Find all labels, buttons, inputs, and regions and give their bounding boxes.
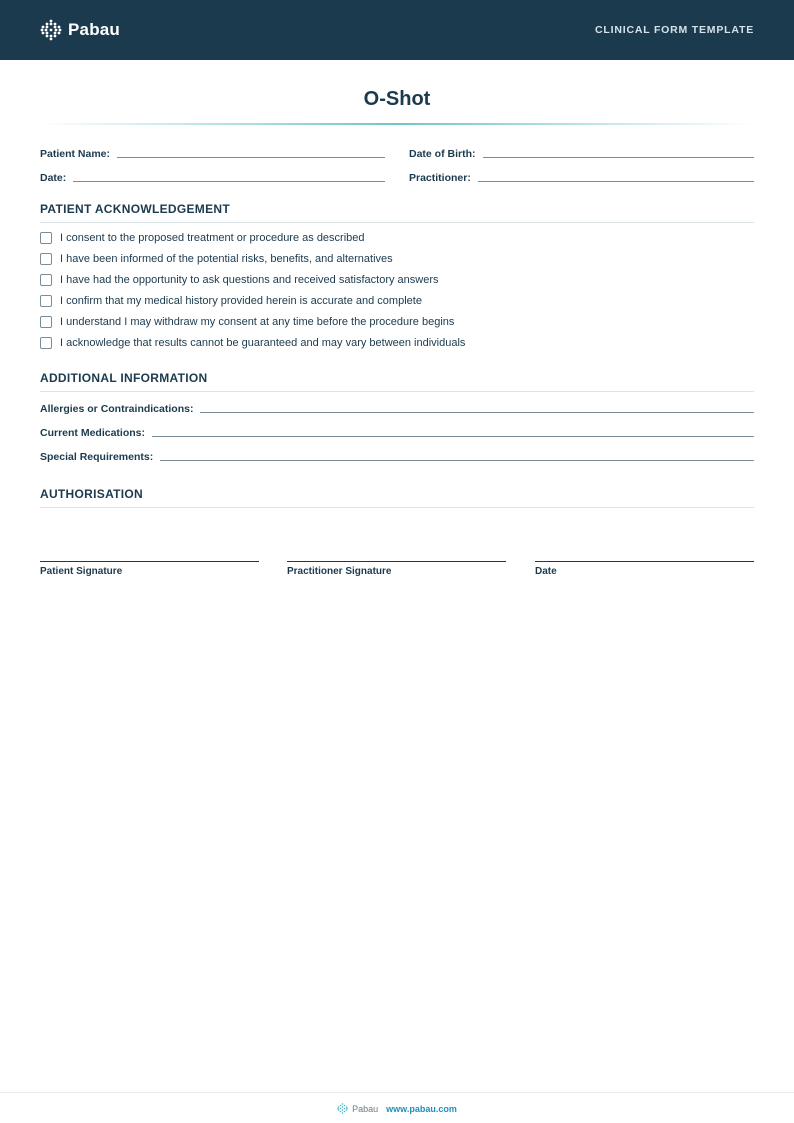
- acknowledgement-item[interactable]: [40, 336, 465, 350]
- acknowledgement-text: I confirm that my medical history provided herein is accurate and complete: [60, 295, 422, 307]
- allergies-input-line[interactable]: [200, 412, 754, 413]
- pabau-logo-icon: [40, 19, 62, 41]
- acknowledgement-item[interactable]: [40, 273, 439, 287]
- medications-field[interactable]: [40, 425, 754, 439]
- practitioner-signature-line[interactable]: [287, 561, 506, 562]
- special-requirements-label: Special Requirements:: [40, 451, 154, 463]
- page-footer: [0, 1103, 794, 1114]
- patient-name-field[interactable]: [40, 146, 385, 160]
- date-label: Date:: [40, 172, 67, 184]
- page-header: [0, 0, 794, 60]
- acknowledgement-text: I understand I may withdraw my consent at any time before the procedure begins: [60, 316, 455, 328]
- form-type-label: CLINICAL FORM TEMPLATE: [595, 24, 754, 36]
- practitioner-signature-label: Practitioner Signature: [287, 566, 392, 577]
- authorisation-heading: AUTHORISATION: [40, 487, 754, 508]
- special-requirements-field[interactable]: [40, 449, 754, 463]
- medications-input-line[interactable]: [152, 436, 754, 437]
- patient-signature-line[interactable]: [40, 561, 259, 562]
- footer-divider: [0, 1092, 794, 1093]
- acknowledgement-item[interactable]: [40, 231, 365, 245]
- acknowledgement-text: I consent to the proposed treatment or procedure as described: [60, 232, 365, 244]
- practitioner-field[interactable]: [409, 170, 754, 184]
- footer-brand: Pabau: [352, 1103, 379, 1114]
- checkbox[interactable]: [40, 337, 52, 349]
- pabau-logo-icon: [337, 1103, 348, 1114]
- acknowledgement-text: I acknowledge that results cannot be guaranteed and may vary between individuals: [60, 337, 466, 349]
- signature-date-line[interactable]: [535, 561, 754, 562]
- patient-name-label: Patient Name:: [40, 148, 111, 160]
- checkbox[interactable]: [40, 295, 52, 307]
- brand-name: Pabau: [68, 20, 121, 39]
- checkbox[interactable]: [40, 253, 52, 265]
- checkbox[interactable]: [40, 316, 52, 328]
- title-divider: [40, 123, 754, 125]
- acknowledgement-item[interactable]: [40, 252, 393, 266]
- form-title: O-Shot: [363, 88, 431, 110]
- practitioner-input-line[interactable]: [478, 181, 754, 182]
- acknowledgement-text: I have been informed of the potential risks, benefits, and alternatives: [60, 253, 393, 265]
- additional-info-heading: ADDITIONAL INFORMATION: [40, 371, 754, 392]
- acknowledgement-text: I have had the opportunity to ask questions and received satisfactory answers: [60, 274, 439, 286]
- date-of-birth-label: Date of Birth:: [409, 148, 476, 160]
- acknowledgement-item[interactable]: [40, 315, 454, 329]
- acknowledgement-heading: PATIENT ACKNOWLEDGEMENT: [40, 202, 754, 223]
- brand: [40, 19, 120, 41]
- medications-label: Current Medications:: [40, 427, 146, 439]
- allergies-field[interactable]: [40, 401, 754, 415]
- allergies-label: Allergies or Contraindications:: [40, 403, 194, 415]
- checkbox[interactable]: [40, 232, 52, 244]
- special-requirements-input-line[interactable]: [160, 460, 754, 461]
- date-of-birth-field[interactable]: [409, 146, 754, 160]
- signature-date-label: Date: [535, 566, 557, 577]
- patient-name-input-line[interactable]: [117, 157, 385, 158]
- date-of-birth-input-line[interactable]: [483, 157, 755, 158]
- footer-website-link[interactable]: www.pabau.com: [386, 1103, 457, 1114]
- date-input-line[interactable]: [73, 181, 385, 182]
- acknowledgement-item[interactable]: [40, 294, 422, 308]
- patient-signature-label: Patient Signature: [40, 566, 123, 577]
- date-field[interactable]: [40, 170, 385, 184]
- practitioner-label: Practitioner:: [409, 172, 471, 184]
- checkbox[interactable]: [40, 274, 52, 286]
